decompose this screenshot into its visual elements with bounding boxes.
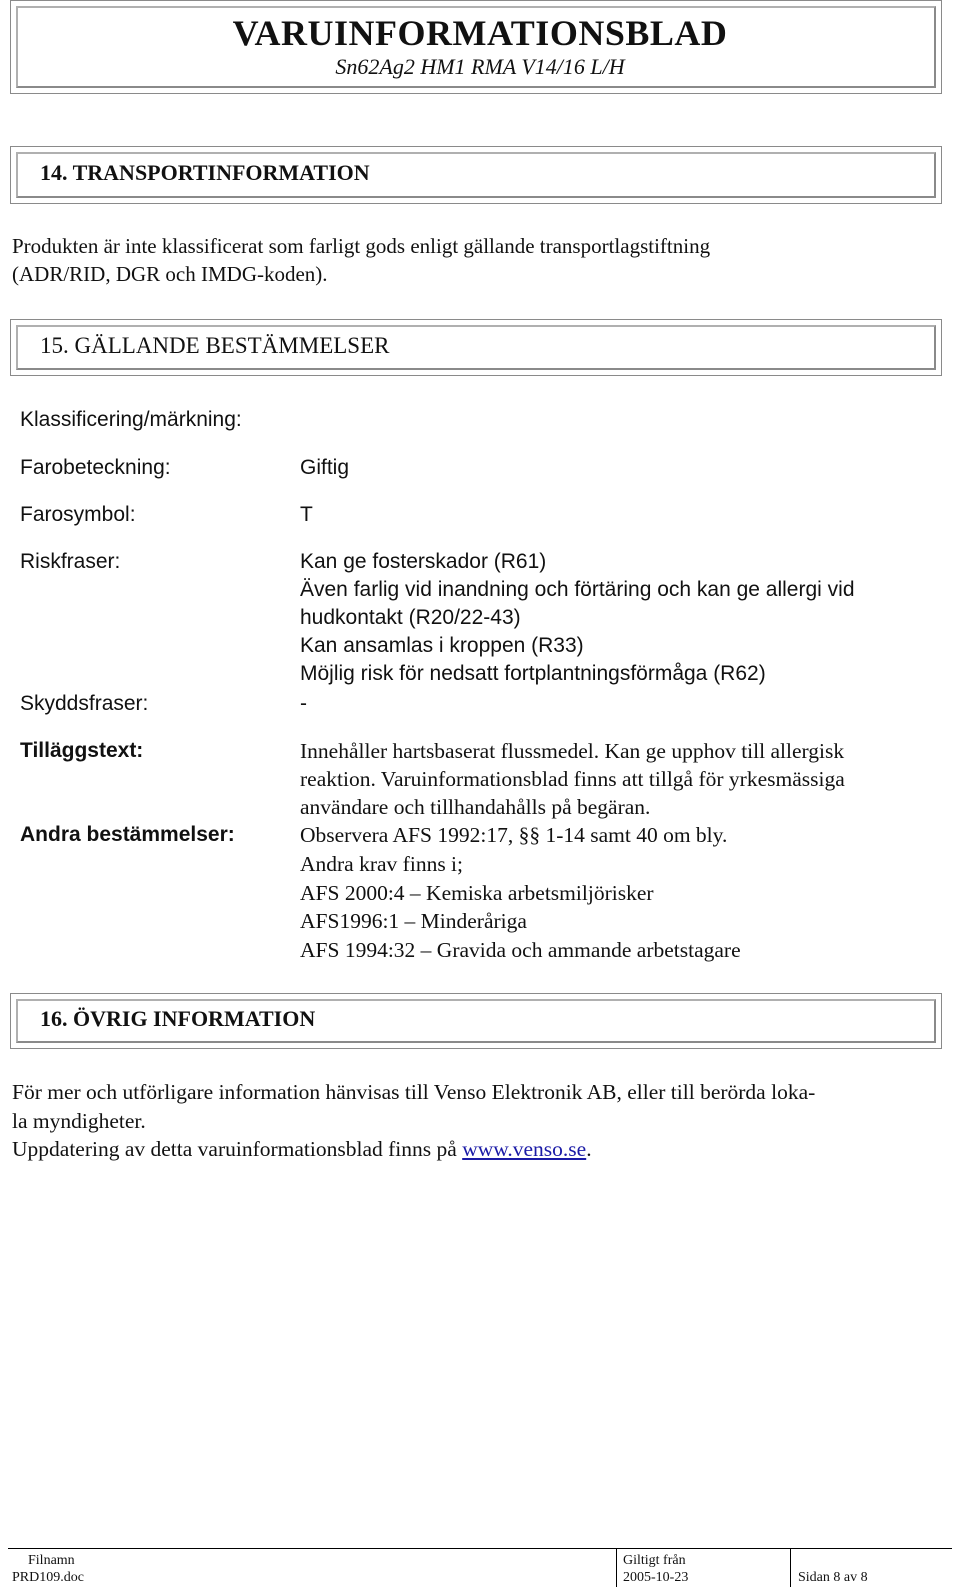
update-text: Uppdatering av detta varuinformationsblad finns på <box>12 1137 463 1161</box>
skyddsfraser-value: - <box>300 692 307 715</box>
footer-divider <box>790 1549 791 1587</box>
section-16-line-3 <box>12 1135 592 1163</box>
farosymbol-value: T <box>300 503 313 526</box>
classification-label: Klassificering/märkning: <box>20 408 242 431</box>
section-16-line-2: la myndigheter. <box>12 1109 146 1133</box>
riskfraser-line: hudkontakt (R20/22-43) <box>300 606 521 629</box>
farobeteckning-value: Giftig <box>300 456 350 479</box>
riskfraser-line: Även farlig vid inandning och förtäring och kan ge allergi vid <box>300 578 855 601</box>
andra-bestammelser-line: AFS 1994:32 – Gravida och ammande arbetstagare <box>300 938 741 962</box>
section-14-line-1: Produkten är inte klassificerat som farligt gods enligt gällande transportlagstiftning <box>12 234 711 258</box>
section-15-title: 15. GÄLLANDE BESTÄMMELSER <box>40 333 390 358</box>
update-text-end: . <box>586 1137 592 1161</box>
section-16-line-1: För mer och utförligare information hänvisas till Venso Elektronik AB, eller till berörda loka- <box>12 1080 816 1104</box>
document-title: VARUINFORMATIONSBLAD <box>232 13 728 53</box>
andra-bestammelser-line: AFS1996:1 – Minderåriga <box>300 909 527 933</box>
tillaggstext-line: användare och tillhandahålls på begäran. <box>300 795 651 819</box>
riskfraser-line: Möjlig risk för nedsatt fortplantningsförmåga (R62) <box>300 662 766 685</box>
section-14-line-2: (ADR/RID, DGR och IMDG-koden). <box>12 262 328 286</box>
farosymbol-label: Farosymbol: <box>20 503 136 526</box>
riskfraser-label: Riskfraser: <box>20 550 121 573</box>
andra-bestammelser-line: Observera AFS 1992:17, §§ 1-14 samt 40 om bly. <box>300 823 728 847</box>
tillaggstext-line: Innehåller hartsbaserat flussmedel. Kan ge upphov till allergisk <box>300 739 845 763</box>
venso-website-link[interactable]: www.venso.se <box>462 1137 587 1161</box>
andra-bestammelser-line: Andra krav finns i; <box>300 852 464 876</box>
riskfraser-line: Kan ge fosterskador (R61) <box>300 550 547 573</box>
document-subtitle: Sn62Ag2 HM1 RMA V14/16 L/H <box>335 54 625 79</box>
skyddsfraser-label: Skyddsfraser: <box>20 692 149 715</box>
footer-filename-value: PRD109.doc <box>12 1570 84 1585</box>
andra-bestammelser-line: AFS 2000:4 – Kemiska arbetsmiljörisker <box>300 881 654 905</box>
footer-valid-value: 2005-10-23 <box>623 1570 689 1585</box>
tillaggstext-line: reaktion. Varuinformationsblad finns att tillgå för yrkesmässiga <box>300 767 845 791</box>
page-footer <box>8 1548 952 1587</box>
section-16-title: 16. ÖVRIG INFORMATION <box>40 1006 316 1031</box>
footer-valid-label: Giltigt från <box>623 1553 686 1568</box>
footer-page-number: Sidan 8 av 8 <box>798 1570 868 1585</box>
andra-bestammelser-label: Andra bestämmelser: <box>20 823 235 846</box>
footer-filename-label: Filnamn <box>28 1553 75 1568</box>
tillaggstext-label: Tilläggstext: <box>20 739 144 762</box>
farobeteckning-label: Farobeteckning: <box>20 456 171 479</box>
section-14-title: 14. TRANSPORTINFORMATION <box>40 160 370 185</box>
footer-divider <box>616 1549 617 1587</box>
riskfraser-line: Kan ansamlas i kroppen (R33) <box>300 634 584 657</box>
